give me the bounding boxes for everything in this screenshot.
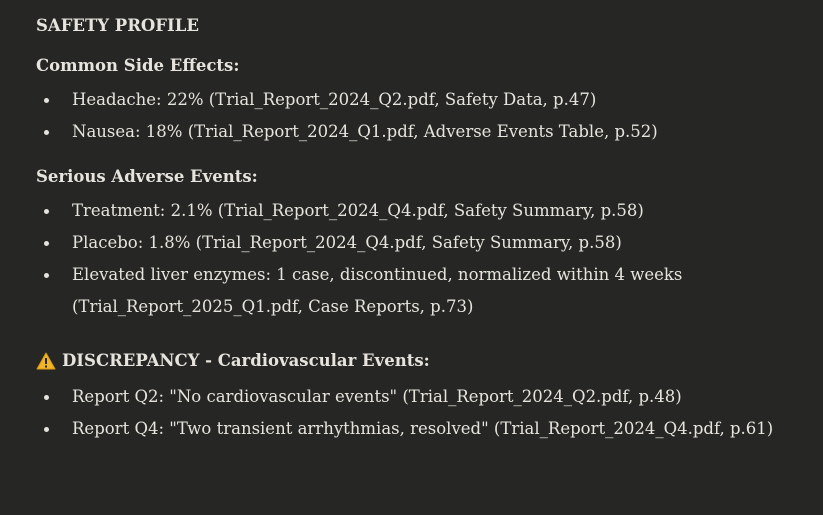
- list-item: Nausea: 18% (Trial_Report_2024_Q1.pdf, Adverse Events Table, p.52): [36, 116, 816, 148]
- common-side-effects-heading: Common Side Effects:: [36, 56, 240, 75]
- bullet-icon: [44, 427, 49, 432]
- list-item: Headache: 22% (Trial_Report_2024_Q2.pdf, Safety Data, p.47): [36, 84, 816, 116]
- section-title: SAFETY PROFILE: [36, 16, 199, 35]
- bullet-icon: [44, 241, 49, 246]
- bullet-icon: [44, 273, 49, 278]
- list-item: Placebo: 1.8% (Trial_Report_2024_Q4.pdf, Safety Summary, p.58): [36, 227, 816, 259]
- warning-icon: [36, 352, 56, 370]
- common-side-effects-list: [36, 84, 816, 148]
- serious-adverse-events-heading: Serious Adverse Events:: [36, 167, 258, 186]
- bullet-icon: [44, 130, 49, 135]
- discrepancy-list: [36, 381, 816, 445]
- bullet-icon: [44, 98, 49, 103]
- discrepancy-heading-label: DISCREPANCY - Cardiovascular Events:: [62, 351, 430, 370]
- list-item: Elevated liver enzymes: 1 case, discontinued, normalized within 4 weeks (Trial_Report_2025_Q1.pdf, Case Reports, p.73): [36, 259, 816, 323]
- safety-profile-document: [36, 14, 816, 445]
- discrepancy-heading: [36, 349, 816, 373]
- list-item: Report Q4: "Two transient arrhythmias, resolved" (Trial_Report_2024_Q4.pdf, p.61): [36, 413, 816, 445]
- list-item: Report Q2: "No cardiovascular events" (Trial_Report_2024_Q2.pdf, p.48): [36, 381, 816, 413]
- list-item: Treatment: 2.1% (Trial_Report_2024_Q4.pdf, Safety Summary, p.58): [36, 195, 816, 227]
- bullet-icon: [44, 209, 49, 214]
- serious-adverse-events-list: [36, 195, 816, 323]
- bullet-icon: [44, 395, 49, 400]
